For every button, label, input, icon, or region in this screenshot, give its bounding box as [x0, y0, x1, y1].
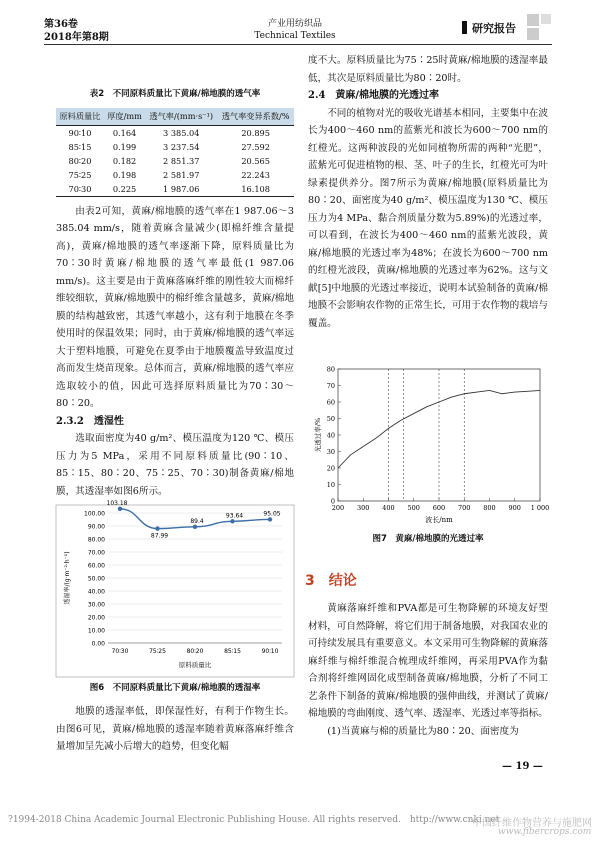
x-tick-label: 70∶30 [111, 648, 129, 655]
table-cell: 27.592 [241, 141, 270, 152]
section-heading: 2.3.2 透湿性 [56, 415, 124, 427]
y-tick-label: 30.00 [87, 601, 105, 609]
paragraph: 地膜的透湿率低，即保湿性好，有利于作物生长。由图6可见，黄麻/棉地膜的透湿率随着黄麻落麻纤维含量增加呈先减小后增大的趋势，但变化幅 [56, 706, 294, 752]
paragraph: 度不大。原料质量比为75∶25时黄麻/棉地膜的透湿率最低，其次是原料质量比为80∶20时。 [308, 55, 548, 84]
y-tick-label: 50.00 [87, 575, 105, 583]
table-cell: 20.565 [241, 155, 270, 166]
table-cell: 0.198 [112, 169, 137, 180]
table-cell: 20.895 [241, 127, 270, 138]
table-cell: 0.225 [104, 182, 145, 197]
y-tick-label: 70.00 [87, 549, 105, 557]
x-tick-label: 500 [407, 504, 420, 512]
decor-square [541, 14, 551, 24]
header-journal [220, 18, 370, 42]
x-tick-label: 80∶20 [186, 648, 204, 655]
data-point [268, 517, 272, 521]
data-point [155, 526, 159, 530]
table-header-row [56, 108, 294, 126]
table-cell: 22.243 [241, 169, 270, 180]
figure-6-caption: 图6 不同原料质量比下黄麻/棉地膜的透湿率 [89, 683, 261, 693]
y-tick-label: 80 [326, 365, 335, 374]
x-tick-label: 300 [357, 504, 370, 512]
table-cell: 3 385.04 [163, 127, 200, 138]
table-cell: 80∶20 [68, 155, 92, 166]
table-cell: 70∶30 [56, 182, 104, 197]
y-tick-label: 0.00 [91, 640, 105, 648]
table-cell: 16.108 [217, 182, 294, 197]
data-label: 103.18 [106, 499, 128, 507]
table-row [56, 140, 294, 154]
y-axis-label: 透湿率/(g·m⁻²·h⁻¹) [64, 551, 71, 605]
data-label: 89.4 [190, 517, 204, 525]
y-tick-label: 20 [326, 464, 335, 473]
table-cell: 90∶10 [68, 127, 92, 138]
watermark: 中国纤维作物营养与施肥网 [472, 818, 592, 829]
y-tick-label: 90.00 [87, 523, 105, 531]
table-cell: 0.199 [112, 141, 137, 152]
table-cell: 3 237.54 [163, 141, 200, 152]
y-tick-label: 20.00 [87, 614, 105, 622]
data-point [193, 525, 197, 529]
figure-6-chart [56, 499, 294, 677]
paragraph: 不同的植物对光的吸收光谱基本相同，主要集中在波长为400～460 nm的蓝紫光和波长为600～700 nm的红橙光。这两种波段的光如同植物所需的两种“光肥”，蓝紫光可促进植物的根、茎、叶子的生长，红橙光可为叶绿素提供养分。图7所示为黄麻/棉地膜(原料质量比为80∶20、面密度为40 g/m²、模压温度为130 ℃、模压压力为4 MPa、黏合剂质量分数为5.89%)的光透过率，可以看到，在波长为400～460 nm的蓝紫光波段，黄麻/棉地膜的光透过率为48%；在波长为600～700 nm的红橙光波段，黄麻/棉地膜的光透过率为62%。这与文献[5]中地膜的光透过率接近，说明本试验制备的黄麻/棉地膜不会影响农作物的正常生长，可用于农作物的栽培与覆盖。 [308, 107, 548, 329]
table-row [56, 154, 294, 168]
y-tick-label: 100.00 [84, 510, 105, 518]
x-tick-label: 600 [432, 504, 446, 512]
x-axis-label: 原料质量比 [178, 661, 212, 669]
year-issue: 2018年第8期 [44, 32, 109, 43]
table-row [56, 182, 294, 197]
paragraph: 选取面密度为40 g/m²、模压温度为120 ℃、模压压力为5 MPa，采用不同原料质量比(90∶10、85∶15、80∶20、75∶25、70∶30)制备黄麻/棉地膜，其透湿率如图6所示。 [56, 433, 294, 497]
y-tick-label: 50 [326, 415, 335, 423]
table-cell: 2 581.97 [163, 169, 200, 180]
decor-square [527, 28, 539, 40]
x-tick-label: 1 000 [530, 504, 550, 512]
table-row [56, 125, 294, 140]
paragraph: (1)当黄麻与棉的质量比为80∶20、面密度为 [327, 725, 519, 737]
table-cell: 85∶15 [68, 141, 92, 152]
data-point [118, 507, 122, 511]
header-volume [44, 18, 109, 44]
x-axis-label: 波长/nm [425, 516, 453, 524]
x-tick-label: 90∶10 [261, 648, 279, 655]
table-cell: 0.182 [112, 155, 137, 166]
left-column-bottom [56, 703, 294, 756]
table2-caption: 表2 不同原料质量比下黄麻/棉地膜的透气率 [89, 89, 261, 99]
y-tick-label: 60.00 [87, 562, 105, 570]
data-label: 87.99 [150, 532, 169, 540]
col-header: 原料质量比 [56, 108, 104, 126]
data-label: 93.64 [225, 512, 244, 520]
paragraph: 由表2可知，黄麻/棉地膜的透气率在1 987.06～3 385.04 mm/s，随着黄麻含量减少(即棉纤维含量提高)，黄麻/棉地膜的透气率逐渐下降，原料质量比为70∶30时黄麻/棉地膜的透气率最低(1 987.06 mm/s)。这主要是由于黄麻落麻纤维的刚性较大而棉纤维较细软，黄麻/棉地膜中的棉纤维含量越多，黄麻/棉地膜的结构越致密，其透气率越小，这有利于地膜在冬季使用时的保温效果；同时，由于黄麻/棉地膜的透气率远大于塑料地膜，可避免在夏季由于地膜覆盖导致温度过高而发生烧苗现象。总体而言，黄麻/棉地膜的透气率应选取较小的值，因此可选择原料质量比为70∶30～80∶20。 [56, 205, 294, 409]
table-row [56, 168, 294, 182]
copyright-text: ?1994-2018 China Academic Journal Electronic Publishing House. All rights reserved. http://www.cnki.net [8, 815, 500, 825]
y-tick-label: 70 [326, 382, 335, 390]
paragraph: 黄麻落麻纤维和PVA都是可生物降解的环境友好型材料，可自然降解，将它们用于制备地膜，对我国农业的可持续发展具有重要意义。本文采用可生物降解的黄麻落麻纤维与棉纤维混合梳理成纤维网，再采用PVA作为黏合剂将纤维网固化成型制备黄麻/棉地膜，分析了不同工艺条件下制备的黄麻/棉地膜的强伸曲线，并测试了黄麻/棉地膜的弯曲刚度、透气率、透湿率、光透过率等指标。 [308, 603, 548, 719]
col-header: 透气率变异系数/% [217, 108, 294, 126]
y-tick-label: 0 [330, 497, 335, 506]
figure-7-chart [308, 363, 548, 528]
left-column [56, 86, 294, 500]
table-cell: 75∶25 [68, 169, 92, 180]
y-tick-label: 10.00 [87, 627, 105, 635]
col-header: 厚度/mm [104, 108, 145, 126]
x-tick-label: 200 [331, 504, 345, 512]
page-number: — 19 — [502, 761, 543, 772]
x-tick-label: 800 [483, 504, 496, 512]
col-header: 透气率/(mm·s⁻¹) [145, 108, 217, 126]
journal-cn: 产业用纺织品 [267, 19, 322, 29]
y-tick-label: 30 [326, 448, 335, 456]
x-tick-label: 700 [458, 504, 471, 512]
section-heading: 2.4 黄麻/棉地膜的光透过率 [308, 90, 440, 101]
decor-square [527, 14, 539, 26]
header-rule [44, 44, 552, 45]
right-column-bottom [308, 600, 548, 740]
section-marker [462, 21, 467, 34]
x-tick-label: 900 [508, 504, 521, 512]
table-cell: 0.164 [112, 127, 137, 138]
y-tick-label: 40 [326, 431, 335, 440]
right-column [308, 52, 548, 332]
x-tick-label: 75∶25 [149, 648, 166, 655]
data-label: 95.05 [263, 510, 281, 518]
y-tick-label: 60 [326, 398, 335, 407]
table-cell: 1 987.06 [145, 182, 217, 197]
table-cell: 2 851.37 [163, 155, 200, 166]
x-tick-label: 400 [382, 504, 395, 512]
table-2 [56, 108, 294, 197]
x-tick-label: 85∶15 [224, 648, 241, 655]
y-tick-label: 40.00 [87, 588, 105, 596]
data-point [230, 519, 234, 523]
journal-en: Technical Textiles [254, 31, 336, 41]
y-tick-label: 10 [326, 481, 335, 489]
volume: 第36卷 [44, 19, 78, 30]
y-tick-label: 80.00 [87, 536, 105, 544]
section-title: 研究报告 [472, 22, 516, 35]
section-3-heading: 3 结论 [305, 573, 357, 589]
figure-7-caption: 图7 黄麻/棉地膜的光透过率 [372, 534, 484, 544]
watermark-url: www.fibercrops.com [498, 827, 592, 837]
y-axis-label: 光透过率/% [314, 417, 322, 453]
